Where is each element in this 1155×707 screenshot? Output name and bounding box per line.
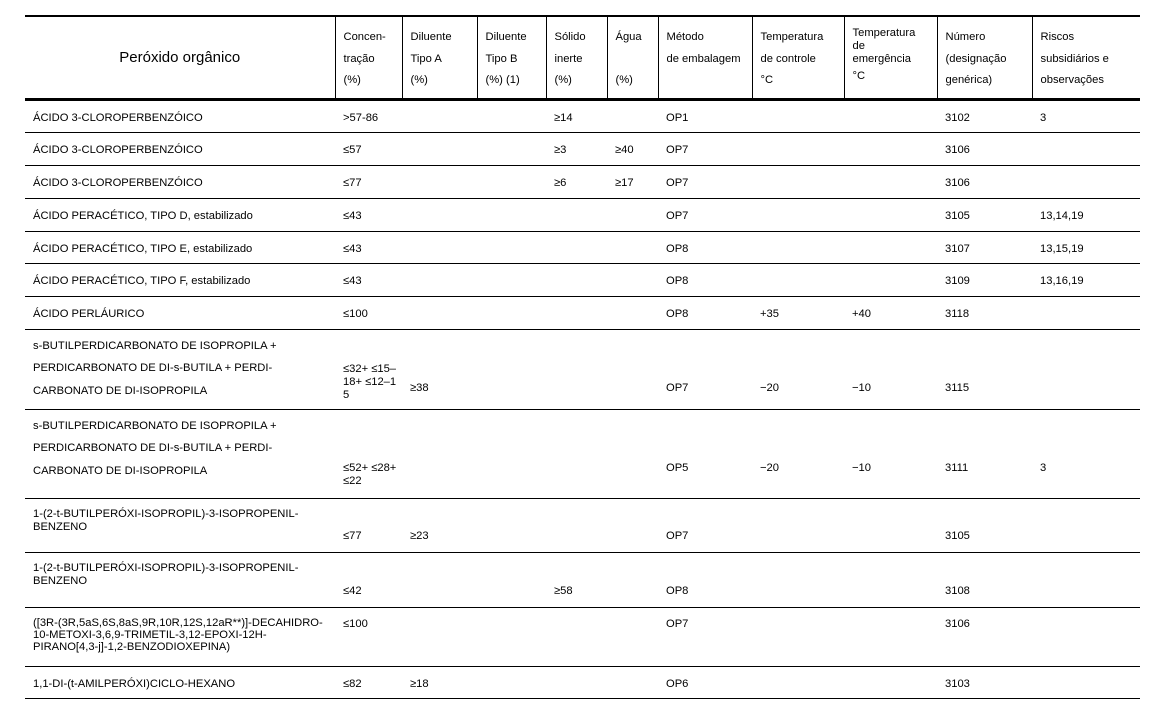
cell-dilb [477, 231, 546, 263]
cell-water: ≥40 [607, 132, 658, 165]
cell-te [844, 99, 937, 132]
cell-number: 3102 [937, 99, 1032, 132]
cell-dila [402, 165, 477, 198]
cell-te [844, 231, 937, 263]
cell-conc: >57-86 [335, 99, 402, 132]
cell-water [607, 329, 658, 409]
cell-dilb [477, 552, 546, 607]
header-diluent-b [477, 16, 546, 99]
cell-risks [1032, 132, 1140, 165]
cell-number: 3106 [937, 165, 1032, 198]
cell-dila [402, 607, 477, 666]
header-concentration [335, 16, 402, 99]
header-water-line3: (%) [615, 74, 633, 86]
cell-tc [752, 198, 844, 231]
cell-name: ÁCIDO PERLÁURICO [25, 296, 335, 329]
cell-water [607, 552, 658, 607]
table-row [25, 198, 1140, 231]
table-row [25, 666, 1140, 698]
cell-dila [402, 409, 477, 498]
cell-number: 3118 [937, 296, 1032, 329]
cell-number: 3106 [937, 607, 1032, 666]
cell-dilb [477, 607, 546, 666]
cell-number: 3105 [937, 498, 1032, 552]
cell-conc: ≤52+ ≤28+ ≤22 [335, 409, 402, 498]
header-solid-line2: inerte [554, 52, 583, 65]
header-conc-line3: (%) [343, 74, 361, 86]
header-water-line2 [616, 49, 658, 71]
cell-conc: ≤43 [335, 263, 402, 296]
cell-water [607, 409, 658, 498]
cell-method: OP1 [658, 99, 752, 132]
header-te-line4: °C [852, 70, 866, 82]
cell-dila: ≥18 [402, 666, 477, 698]
table-row [25, 607, 1140, 666]
cell-risks [1032, 552, 1140, 607]
cell-conc: ≤32+ ≤15–18+ ≤12–15 [335, 329, 402, 409]
header-tc-line2: de controle [760, 52, 816, 65]
cell-te [844, 666, 937, 698]
header-diluent-a [402, 16, 477, 99]
cell-te [844, 552, 937, 607]
header-number-line2: (designação [945, 52, 1007, 65]
cell-name: ÁCIDO PERACÉTICO, TIPO D, estabilizado [25, 198, 335, 231]
cell-dila [402, 198, 477, 231]
cell-dila [402, 263, 477, 296]
cell-dila [402, 231, 477, 263]
table-row [25, 165, 1140, 198]
cell-method: OP7 [658, 329, 752, 409]
cell-tc [752, 165, 844, 198]
cell-dila: ≥38 [402, 329, 477, 409]
header-method [658, 16, 752, 99]
cell-water [607, 607, 658, 666]
cell-solid [546, 231, 607, 263]
cell-name: ÁCIDO 3-CLOROPERBENZÓICO [25, 165, 335, 198]
cell-number: 3108 [937, 552, 1032, 607]
cell-water [607, 231, 658, 263]
cell-dila: ≥23 [402, 498, 477, 552]
header-dilb-line1: Diluente [485, 31, 527, 43]
cell-name: 1-(2-t-BUTILPERÓXI-ISOPROPIL)-3-ISOPROPENIL-BENZENO [25, 552, 335, 607]
cell-tc [752, 666, 844, 698]
table-row [25, 296, 1140, 329]
cell-dilb [477, 498, 546, 552]
cell-te [844, 165, 937, 198]
table-row [25, 329, 1140, 409]
cell-number: 3109 [937, 263, 1032, 296]
cell-conc: ≤57 [335, 132, 402, 165]
cell-water: ≥17 [607, 165, 658, 198]
cell-water [607, 198, 658, 231]
cell-risks [1032, 296, 1140, 329]
header-method-line1: Método [666, 31, 704, 43]
cell-te: −10 [844, 409, 937, 498]
cell-number: 3111 [937, 409, 1032, 498]
table-row [25, 231, 1140, 263]
table-row [25, 409, 1140, 498]
header-peroxide: Peróxido orgânico [25, 16, 335, 99]
cell-method: OP7 [658, 165, 752, 198]
table-row [25, 99, 1140, 132]
header-control-temp [752, 16, 844, 99]
header-tc-line1: Temperatura [760, 31, 824, 43]
cell-dila [402, 296, 477, 329]
cell-water [607, 296, 658, 329]
peroxide-table [25, 15, 1140, 699]
header-solid-line3: (%) [554, 74, 572, 86]
cell-risks: 3 [1032, 409, 1140, 498]
cell-method: OP6 [658, 666, 752, 698]
cell-risks [1032, 165, 1140, 198]
cell-te: −10 [844, 329, 937, 409]
cell-dilb [477, 329, 546, 409]
cell-name: ÁCIDO PERACÉTICO, TIPO F, estabilizado [25, 263, 335, 296]
table-row [25, 552, 1140, 607]
cell-number: 3103 [937, 666, 1032, 698]
table-row [25, 263, 1140, 296]
cell-te [844, 132, 937, 165]
cell-solid [546, 198, 607, 231]
header-te-line1: Temperatura [852, 27, 916, 39]
cell-method: OP8 [658, 552, 752, 607]
cell-solid [546, 409, 607, 498]
cell-te [844, 498, 937, 552]
header-risks [1032, 16, 1140, 99]
header-number [937, 16, 1032, 99]
header-dilb-line3: (%) (1) [485, 74, 520, 86]
cell-tc [752, 132, 844, 165]
cell-method: OP8 [658, 231, 752, 263]
cell-number: 3115 [937, 329, 1032, 409]
cell-solid [546, 263, 607, 296]
cell-name: ÁCIDO 3-CLOROPERBENZÓICO [25, 99, 335, 132]
header-method-line2: de embalagem [666, 52, 741, 65]
cell-te: +40 [844, 296, 937, 329]
header-conc-line1: Concen- [343, 31, 386, 43]
header-risks-line2: subsidiários e [1040, 52, 1109, 65]
cell-water [607, 666, 658, 698]
cell-water [607, 99, 658, 132]
cell-name: ÁCIDO 3-CLOROPERBENZÓICO [25, 132, 335, 165]
header-dila-line2: Tipo A [410, 52, 442, 65]
cell-dilb [477, 165, 546, 198]
cell-solid: ≥6 [546, 165, 607, 198]
cell-name: s-BUTILPERDICARBONATO DE ISOPROPILA + PERDICARBONATO DE DI-s-BUTILA + PERDI-CARBONATO DE DI-ISOPROPILA [25, 329, 335, 409]
header-risks-line3: observações [1040, 74, 1104, 86]
cell-name: s-BUTILPERDICARBONATO DE ISOPROPILA + PERDICARBONATO DE DI-s-BUTILA + PERDI-CARBONATO DE DI-ISOPROPILA [25, 409, 335, 498]
cell-solid: ≥3 [546, 132, 607, 165]
cell-te [844, 263, 937, 296]
cell-risks: 13,16,19 [1032, 263, 1140, 296]
cell-conc: ≤43 [335, 198, 402, 231]
header-dila-line3: (%) [410, 74, 428, 86]
cell-tc: +35 [752, 296, 844, 329]
header-number-line1: Número [945, 31, 986, 43]
cell-te [844, 198, 937, 231]
cell-water [607, 498, 658, 552]
cell-method: OP7 [658, 607, 752, 666]
cell-dilb [477, 296, 546, 329]
cell-solid [546, 666, 607, 698]
cell-tc: −20 [752, 329, 844, 409]
table-row [25, 498, 1140, 552]
cell-conc: ≤100 [335, 296, 402, 329]
header-emergency-temp [844, 16, 937, 99]
cell-risks [1032, 666, 1140, 698]
cell-solid [546, 329, 607, 409]
cell-tc [752, 498, 844, 552]
cell-dila [402, 552, 477, 607]
cell-tc [752, 552, 844, 607]
cell-risks: 3 [1032, 99, 1140, 132]
cell-dilb [477, 263, 546, 296]
cell-water [607, 263, 658, 296]
cell-solid: ≥14 [546, 99, 607, 132]
cell-name: 1-(2-t-BUTILPERÓXI-ISOPROPIL)-3-ISOPROPENIL-BENZENO [25, 498, 335, 552]
cell-solid [546, 296, 607, 329]
cell-dila [402, 132, 477, 165]
cell-dilb [477, 409, 546, 498]
cell-dilb [477, 99, 546, 132]
cell-dilb [477, 132, 546, 165]
cell-solid [546, 498, 607, 552]
cell-method: OP8 [658, 263, 752, 296]
cell-dilb [477, 666, 546, 698]
header-tc-line3: °C [760, 74, 774, 86]
header-water [607, 16, 658, 99]
cell-conc: ≤77 [335, 165, 402, 198]
cell-tc [752, 231, 844, 263]
cell-method: OP5 [658, 409, 752, 498]
cell-conc: ≤100 [335, 607, 402, 666]
table-row [25, 132, 1140, 165]
cell-name: ÁCIDO PERACÉTICO, TIPO E, estabilizado [25, 231, 335, 263]
cell-dila [402, 99, 477, 132]
cell-method: OP7 [658, 498, 752, 552]
header-water-line1: Água [615, 31, 642, 43]
header-row [25, 16, 1140, 99]
cell-method: OP8 [658, 296, 752, 329]
cell-number: 3106 [937, 132, 1032, 165]
cell-method: OP7 [658, 132, 752, 165]
cell-risks: 13,15,19 [1032, 231, 1140, 263]
cell-tc [752, 99, 844, 132]
cell-number: 3107 [937, 231, 1032, 263]
header-dila-line1: Diluente [410, 31, 452, 43]
header-solid [546, 16, 607, 99]
header-risks-line1: Riscos [1040, 31, 1075, 43]
cell-solid: ≥58 [546, 552, 607, 607]
cell-tc [752, 607, 844, 666]
header-conc-line2: tração [343, 52, 375, 65]
cell-conc: ≤77 [335, 498, 402, 552]
header-number-line3: genérica) [945, 74, 993, 86]
header-dilb-line2: Tipo B [485, 52, 518, 65]
header-solid-line1: Sólido [554, 31, 586, 43]
cell-tc: −20 [752, 409, 844, 498]
cell-dilb [477, 198, 546, 231]
cell-risks: 13,14,19 [1032, 198, 1140, 231]
cell-conc: ≤43 [335, 231, 402, 263]
header-te-line3: emergência [852, 53, 911, 65]
cell-number: 3105 [937, 198, 1032, 231]
cell-risks [1032, 607, 1140, 666]
cell-risks [1032, 498, 1140, 552]
cell-te [844, 607, 937, 666]
cell-conc: ≤42 [335, 552, 402, 607]
cell-risks [1032, 329, 1140, 409]
cell-solid [546, 607, 607, 666]
cell-name: ([3R-(3R,5aS,6S,8aS,9R,10R,12S,12aR**)]-DECAHIDRO-10-METOXI-3,6,9-TRIMETIL-3,12-EPOXI-12H-PIRANO[4,3-j]-1,2-BENZODIOXEPINA) [25, 607, 335, 666]
cell-method: OP7 [658, 198, 752, 231]
cell-conc: ≤82 [335, 666, 402, 698]
header-te-line2: de [852, 40, 865, 52]
cell-tc [752, 263, 844, 296]
cell-name: 1,1-DI-(t-AMILPERÓXI)CICLO-HEXANO [25, 666, 335, 698]
